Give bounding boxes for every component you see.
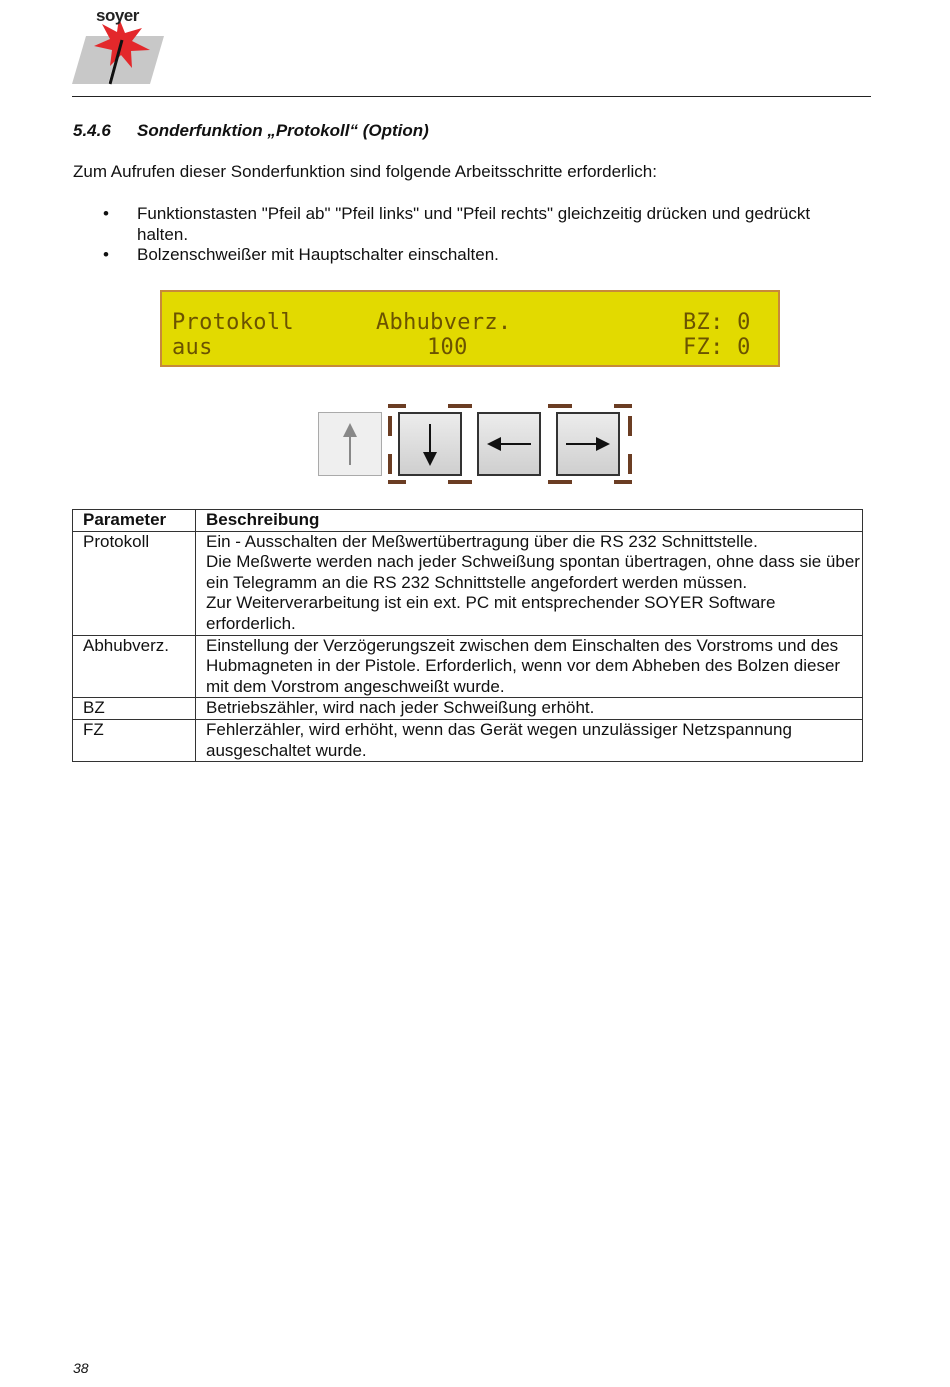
- column-header-description: Beschreibung: [196, 510, 863, 532]
- arrow-left-icon: [479, 414, 539, 474]
- lcd-display: [160, 290, 780, 367]
- lcd-row1-right: BZ: 0: [683, 310, 751, 335]
- logo-text: soyer: [96, 6, 139, 25]
- param-description: [196, 531, 863, 635]
- arrow-right-key[interactable]: [556, 412, 620, 476]
- description-line: Betriebszähler, wird nach jeder Schweißung erhöht.: [206, 698, 595, 718]
- table-header-row: [73, 510, 863, 532]
- arrow-right-icon: [558, 414, 618, 474]
- arrow-down-key[interactable]: [398, 412, 462, 476]
- table-row: [73, 635, 863, 698]
- param-description: [196, 719, 863, 761]
- table-row: [73, 698, 863, 720]
- function-keys: [316, 402, 636, 488]
- header-divider: [72, 96, 871, 97]
- parameter-table: [72, 509, 863, 762]
- selection-bracket: [614, 480, 632, 484]
- selection-bracket: [548, 480, 572, 484]
- description-line: Zur Weiterverarbeitung ist ein ext. PC mit entsprechender SOYER Software erforderlich.: [206, 593, 776, 633]
- param-name: Protokoll: [73, 531, 196, 635]
- description-line: Die Meßwerte werden nach jeder Schweißung spontan übertragen, ohne dass sie über ein Telegramm an die RS 232 Schnittstelle angefordert werden müssen.: [206, 552, 860, 592]
- selection-bracket: [628, 416, 632, 436]
- selection-bracket: [548, 404, 572, 408]
- lcd-row2-left: aus: [172, 335, 213, 360]
- soyer-logo: [72, 6, 172, 86]
- param-description: [196, 698, 863, 720]
- selection-bracket: [388, 404, 406, 408]
- selection-bracket: [614, 404, 632, 408]
- selection-bracket: [388, 416, 392, 436]
- section-title: [73, 121, 429, 141]
- selection-bracket: [448, 480, 472, 484]
- arrow-down-icon: [400, 414, 460, 474]
- description-line: Fehlerzähler, wird erhöht, wenn das Gerät wegen unzulässiger Netzspannung ausgeschaltet wurde.: [206, 719, 792, 760]
- description-line: Ein - Ausschalten der Meßwertübertragung über die RS 232 Schnittstelle.: [206, 531, 758, 551]
- section-title-text: Sonderfunktion „Protokoll“ (Option): [137, 121, 429, 140]
- step-list: [73, 204, 863, 266]
- selection-bracket: [448, 404, 472, 408]
- lcd-row1-mid: Abhubverz.: [376, 310, 512, 335]
- intro-text: Zum Aufrufen dieser Sonderfunktion sind folgende Arbeitsschritte erforderlich:: [73, 162, 657, 181]
- selection-bracket: [628, 454, 632, 474]
- section-number: 5.4.6: [73, 121, 111, 140]
- param-name: FZ: [73, 719, 196, 761]
- arrow-left-key[interactable]: [477, 412, 541, 476]
- table-row: [73, 531, 863, 635]
- selection-bracket: [388, 480, 406, 484]
- param-name: Abhubverz.: [73, 635, 196, 698]
- arrow-up-icon: [319, 413, 381, 475]
- lcd-row2-mid: 100: [427, 335, 468, 360]
- param-description: [196, 635, 863, 698]
- step-item: • Funktionstasten "Pfeil ab" "Pfeil links" und "Pfeil rechts" gleichzeitig drücken und gedrückt halten.: [73, 204, 863, 245]
- selection-bracket: [388, 454, 392, 474]
- step-item: • Bolzenschweißer mit Hauptschalter einschalten.: [73, 245, 863, 266]
- lcd-row1-left: Protokoll: [172, 310, 294, 335]
- lcd-row2-right: FZ: 0: [683, 335, 751, 360]
- arrow-up-key[interactable]: [318, 412, 382, 476]
- param-name: BZ: [73, 698, 196, 720]
- description-line: Einstellung der Verzögerungszeit zwischen dem Einschalten des Vorstroms und des Hubmagneten in der Pistole. Erforderlich, wenn vor dem Abheben des Bolzen dieser mit dem Vorstrom angeschweißt wurde.: [206, 635, 841, 696]
- page-number: 38: [73, 1360, 89, 1376]
- table-row: [73, 719, 863, 761]
- column-header-parameter: Parameter: [73, 510, 196, 532]
